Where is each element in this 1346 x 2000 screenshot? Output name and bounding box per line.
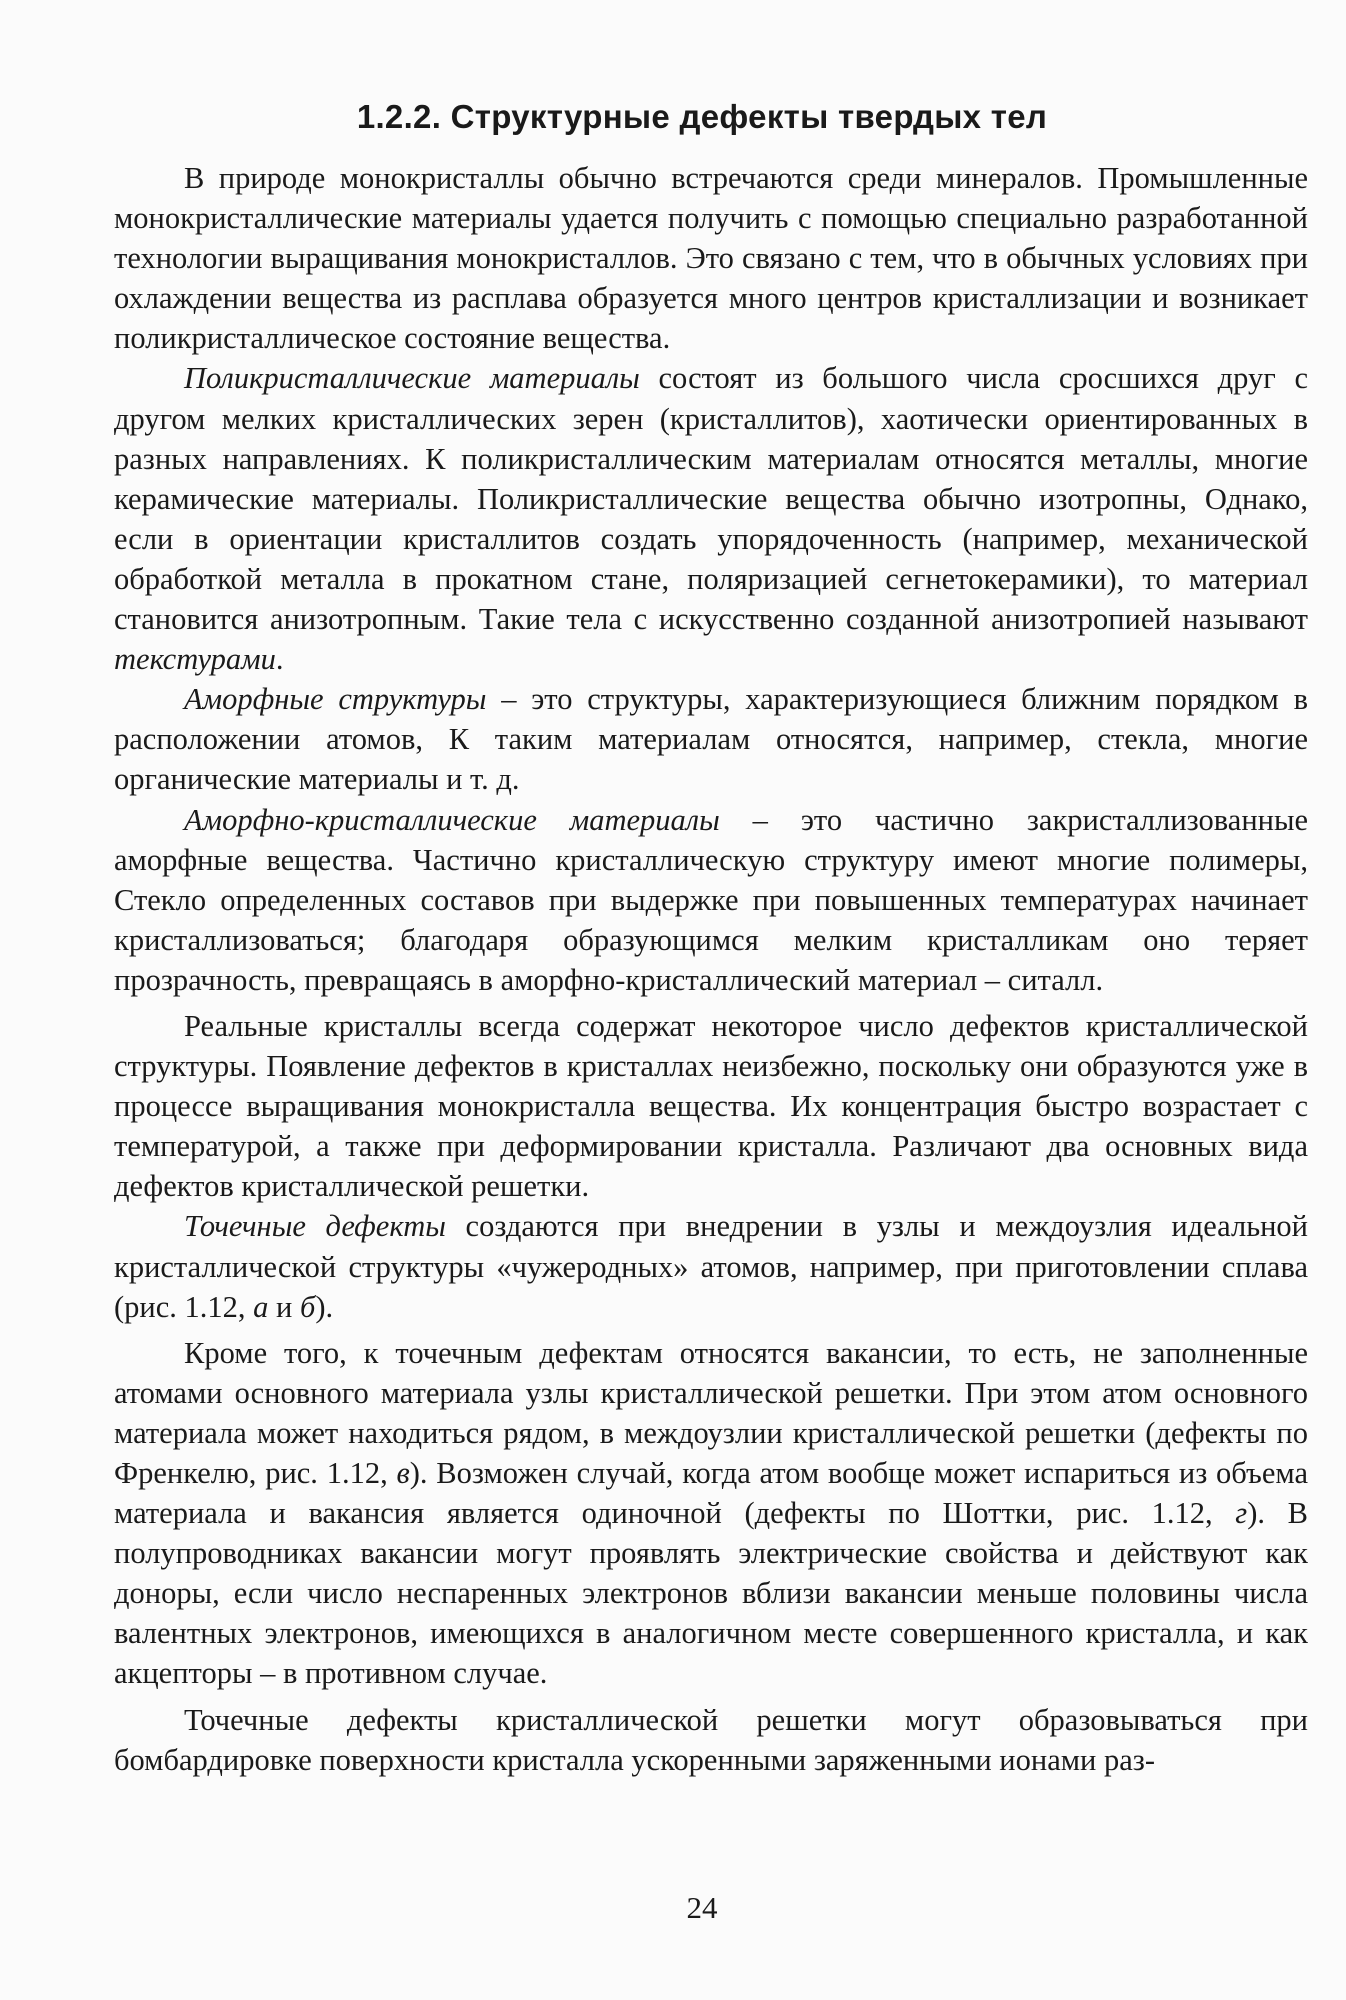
paragraph-amorphous: Аморфные структуры – это структуры, характеризующиеся ближним порядком в расположении атомов, К таким материалам относятся, например, стекла, многие органические материалы и т. д. [114, 682, 1308, 797]
paragraph-vacancies: Кроме того, к точечным дефектам относятся вакансии, то есть, не заполненные атомами основного материала узлы кристаллической решетки. При этом атом основного материала может находиться рядом, в междоузлии кристаллической решетки (дефекты по Френкелю, рис. 1.12, в). Возможен случай, когда атом вообще может испариться из объема материала и вакансия является одиночной (дефекты по Шоттки, рис. 1.12, г). В полупроводниках вакансии могут проявлять электрические свойства и действуют как доноры, если число неспаренных электронов вблизи вакансии меньше половины числа валентных электронов, имеющихся в аналогичном месте совершенного кристалла, и как акцепторы – в противном случае. [114, 1335, 1308, 1691]
term-polycrystalline: Поликристаллические материалы [184, 361, 640, 396]
body-text [114, 158, 1308, 1780]
term-amorphous-crystalline: Аморфно-кристаллические материалы [184, 802, 720, 837]
paragraph-bombardment: Точечные дефекты кристаллической решетки могут образовываться при бомбардировке поверхности кристалла ускоренными заряженными ионами раз- [114, 1702, 1308, 1777]
term-textures: текстурами [114, 642, 276, 677]
term-amorphous: Аморфные структуры [184, 682, 487, 717]
term-point-defects: Точечные дефекты [184, 1209, 446, 1244]
paragraph-point-defects: Точечные дефекты создаются при внедрении в узлы и междоузлия идеальной кристаллической структуры «чужеродных» атомов, например, при приготовлении сплава (рис. 1.12, а и б). [114, 1209, 1308, 1324]
page-number: 24 [686, 1890, 718, 1925]
paragraph-polycrystalline: Поликристаллические материалы состоят из большого числа сросшихся друг с другом мелких кристаллических зерен (кристаллитов), хаотически ориентированных в разных направлениях. К поликристаллическим материалам относятся металлы, многие керамические материалы. Поликристаллические вещества обычно изотропны, Однако, если в ориентации кристаллитов создать упорядоченность (например, механической обработкой металла в прокатном стане, поляризацией сегнетокерамики), то материал становится анизотропным. Такие тела с искусственно созданной анизотропией называют текстурами. [114, 361, 1308, 677]
section-title: 1.2.2. Структурные дефекты твердых тел [356, 98, 1048, 135]
paragraph-monocrystals: В природе монокристаллы обычно встречаются среди минералов. Промышленные монокристаллические материалы удается получить с помощью специально разработанной технологии выращивания монокристаллов. Это связано с тем, что в обычных условиях при охлаждении вещества из расплава образуется много центров кристаллизации и возникает поликристаллическое состояние вещества. [114, 161, 1308, 356]
paragraph-amorphous-crystalline: Аморфно-кристаллические материалы – это частично закристаллизованные аморфные вещества. Частично кристаллическую структуру имеют многие полимеры, Стекло определенных составов при выдержке при повышенных температурах начинает кристаллизоваться; благодаря образующимся мелким кристалликам оно теряет прозрачность, превращаясь в аморфно-кристаллический материал – ситалл. [114, 802, 1308, 997]
paragraph-real-crystals: Реальные кристаллы всегда содержат некоторое число дефектов кристаллической структуры. Появление дефектов в кристаллах неизбежно, поскольку они образуются уже в процессе выращивания монокристалла вещества. Их концентрация быстро возрастает с температурой, а также при деформировании кристалла. Различают два основных вида дефектов кристаллической решетки. [114, 1008, 1308, 1204]
